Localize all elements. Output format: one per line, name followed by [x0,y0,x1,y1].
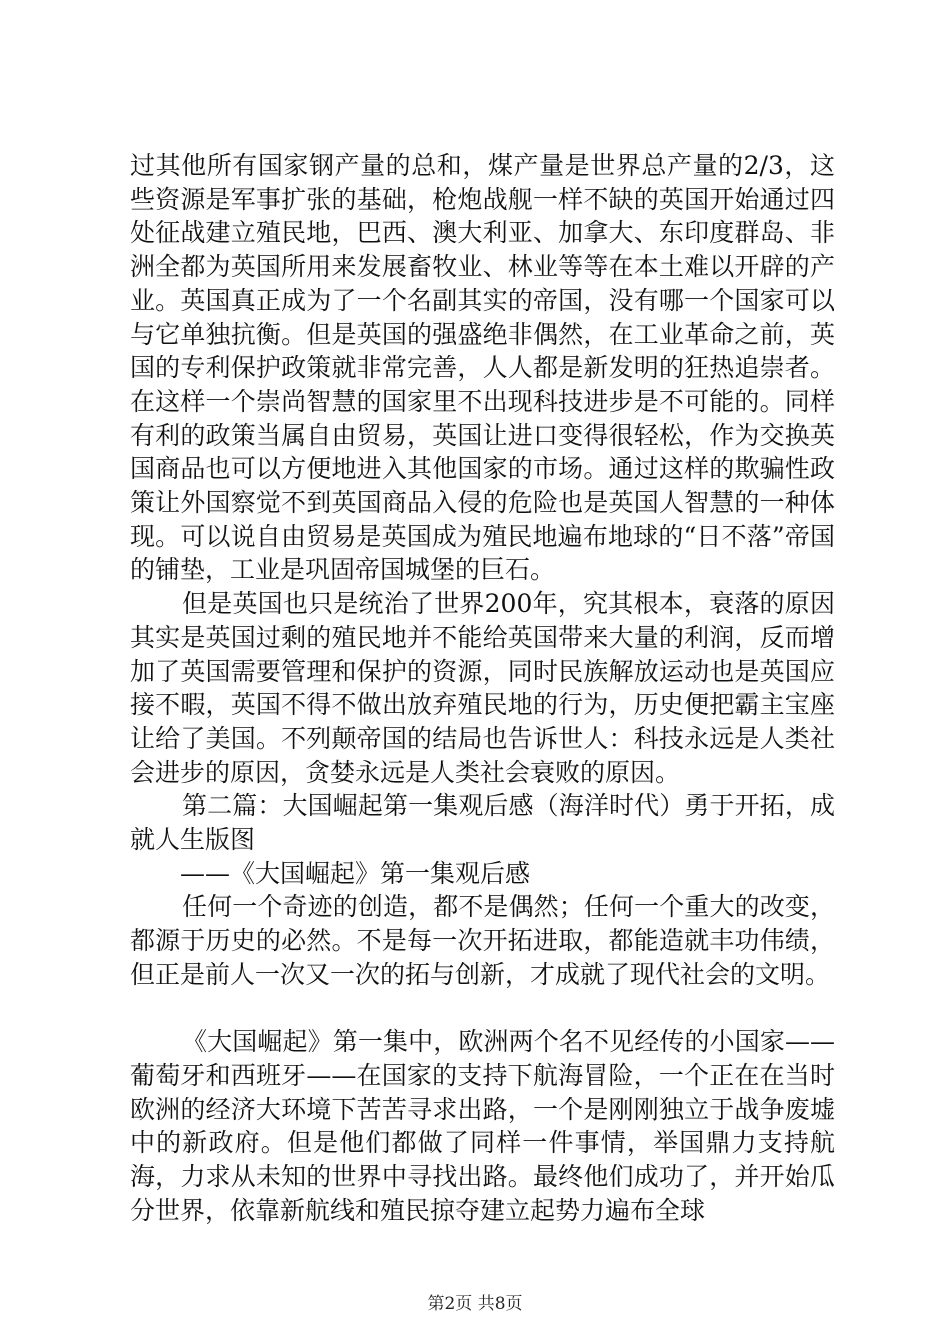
paragraph-british-empire-rise: 过其他所有国家钢产量的总和，煤产量是世界总产量的2/3，这些资源是军事扩张的基础，枪炮战舰一样不缺的英国开始通过四处征战建立殖民地，巴西、澳大利亚、加拿大、东印度群岛、非洲全都为英国所用来发展畜牧业、林业等等在本土难以开辟的产业。英国真正成为了一个名副其实的帝国，没有哪一个国家可以与它单独抗衡。但是英国的强盛绝非偶然，在工业革命之前，英国的专利保护政策就非常完善，人人都是新发明的狂热追崇者。在这样一个崇尚智慧的国家里不出现科技进步是不可能的。同样有利的政策当属自由贸易，英国让进口变得很轻松，作为交换英国商品也可以方便地进入其他国家的市场。通过这样的欺骗性政策让外国察觉不到英国商品入侵的危险也是英国人智慧的一种体现。可以说自由贸易是英国成为殖民地遍布地球的“日不落”帝国的铺垫，工业是巩固帝国城堡的巨石。 [130,151,835,585]
paragraph-british-empire-decline: 但是英国也只是统治了世界200年，究其根本，衰落的原因其实是英国过剩的殖民地并不能给英国带来大量的利润，反而增加了英国需要管理和保护的资源，同时民族解放运动也是英国应接不暇，英国不得不做出放弃殖民地的行为，历史便把霸主宝座让给了美国。不列颠帝国的结局也告诉世人：科技永远是人类社会进步的原因，贪婪永远是人类社会衰败的原因。 [130,589,835,787]
page-footer: 第2页 共8页 [427,1294,523,1314]
blank-line [130,992,835,1026]
section-subtitle: ——《大国崛起》第一集观后感 [180,858,531,888]
paragraph-intro: 任何一个奇迹的创造，都不是偶然；任何一个重大的改变，都源于历史的必然。不是每一次开拓进取，都能造就丰功伟绩，但正是前人一次又一次的拓与创新，才成就了现代社会的文明。 [130,892,835,989]
paragraph-portugal-spain: 《大国崛起》第一集中，欧洲两个名不见经传的小国家——葡萄牙和西班牙——在国家的支持下航海冒险，一个正在在当时欧洲的经济大环境下苦苦寻求出路，一个是刚刚独立于战争废墟中的新政府。但是他们都做了同样一件事情，举国鼎力支持航海，力求从未知的世界中寻找出路。最终他们成功了，并开始瓜分世界，依靠新航线和殖民掠夺建立起势力遍布全球 [130,1027,835,1225]
section-heading: 第二篇：大国崛起第一集观后感（海洋时代）勇于开拓，成就人生版图 [130,791,835,855]
document-body [130,149,835,1227]
